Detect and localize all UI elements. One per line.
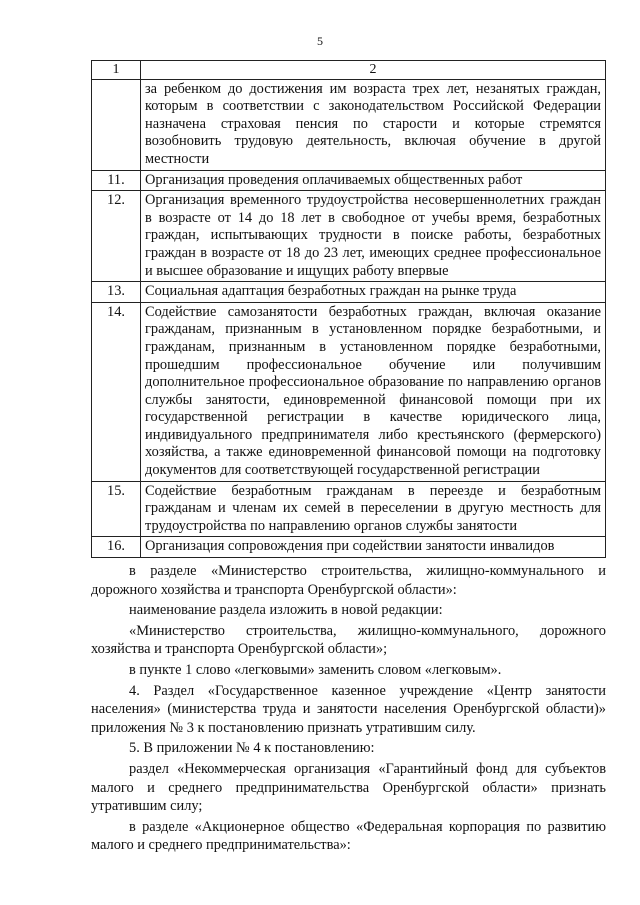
row-text: за ребенком до достижения им возраста трех лет, незанятых граждан, которым в соответствии с законодательством Российской Федерации назначена страховая пенсия по старости и которые стремятся возобновить трудовую деятельность, включая обучение в другой местности [141, 79, 606, 170]
paragraph: наименование раздела изложить в новой редакции: [129, 602, 443, 619]
row-number [92, 79, 141, 170]
row-text: Организация временного трудоустройства несовершеннолетних граждан в возрасте от 14 до 18 лет в свободное от учебы время, безработных граждан, испытывающих трудности в поиске работы, безработных граждан в возрасте от 18 до 23 лет, имеющих среднее профессиональное и высшее образование и ищущих работу впервые [141, 191, 606, 282]
row-text: Содействие самозанятости безработных граждан, включая оказание гражданам, признанным в установленном порядке безработными, и гражданам, признанным в установленном порядке безработными, прошедшим профессиональное обучение или получившим дополнительное профессиональное образование по направлению органов службы занятости, единовременной финансовой помощи при их государственной регистрации в качестве юридического лица, индивидуального предпринимателя либо крестьянского (фермерского) хозяйства, а также единовременной финансовой помощи на подготовку документов для соответствующей государственной регистрации [141, 302, 606, 481]
paragraph: в разделе «Министерство строительства, жилищно-коммунального и дорожного хозяйства и транспорта Оренбургской области»: [91, 563, 606, 598]
paragraph: «Министерство строительства, жилищно-коммунального, дорожного хозяйства и транспорта Оренбургской области»; [91, 622, 606, 658]
row-text: Организация проведения оплачиваемых общественных работ [141, 170, 606, 191]
row-number: 15. [92, 481, 141, 537]
row-number: 16. [92, 537, 141, 558]
table-row [92, 79, 606, 170]
row-number: 11. [92, 170, 141, 191]
paragraph: в пункте 1 слово «легковыми» заменить словом «легковым». [129, 661, 502, 678]
table-row [92, 481, 606, 537]
row-number: 14. [92, 302, 141, 481]
paragraph: в разделе «Акционерное общество «Федеральная корпорация по развитию малого и среднего предпринимательства»: [91, 818, 606, 854]
row-number: 13. [92, 282, 141, 303]
table-header-col2: 2 [141, 61, 606, 80]
row-text: Социальная адаптация безработных граждан на рынке труда [141, 282, 606, 303]
table-row [92, 170, 606, 191]
table-row [92, 302, 606, 481]
table-row [92, 282, 606, 303]
paragraph: раздел «Некоммерческая организация «Гарантийный фонд для субъектов малого и среднего предпринимательства Оренбургской области» признать утратившим силу; [91, 760, 606, 815]
row-number: 12. [92, 191, 141, 282]
table-header-col1: 1 [92, 61, 141, 80]
table-row [92, 191, 606, 282]
row-text: Содействие безработным гражданам в переезде и безработным гражданам и членам их семей в переселении в другую местность для трудоустройства по направлению органов службы занятости [141, 481, 606, 537]
page-number: 5 [317, 34, 323, 48]
table-row [92, 537, 606, 558]
table-header-row [92, 61, 606, 80]
measures-table [91, 60, 606, 558]
paragraph: 4. Раздел «Государственное казенное учреждение «Центр занятости населения» (министерства труда и занятости населения Оренбургской области)» приложения № 3 к постановлению признать утратившим силу. [91, 682, 606, 736]
paragraph: 5. В приложении № 4 к постановлению: [129, 740, 375, 757]
body-text [91, 562, 606, 855]
row-text: Организация сопровождения при содействии занятости инвалидов [141, 537, 606, 558]
